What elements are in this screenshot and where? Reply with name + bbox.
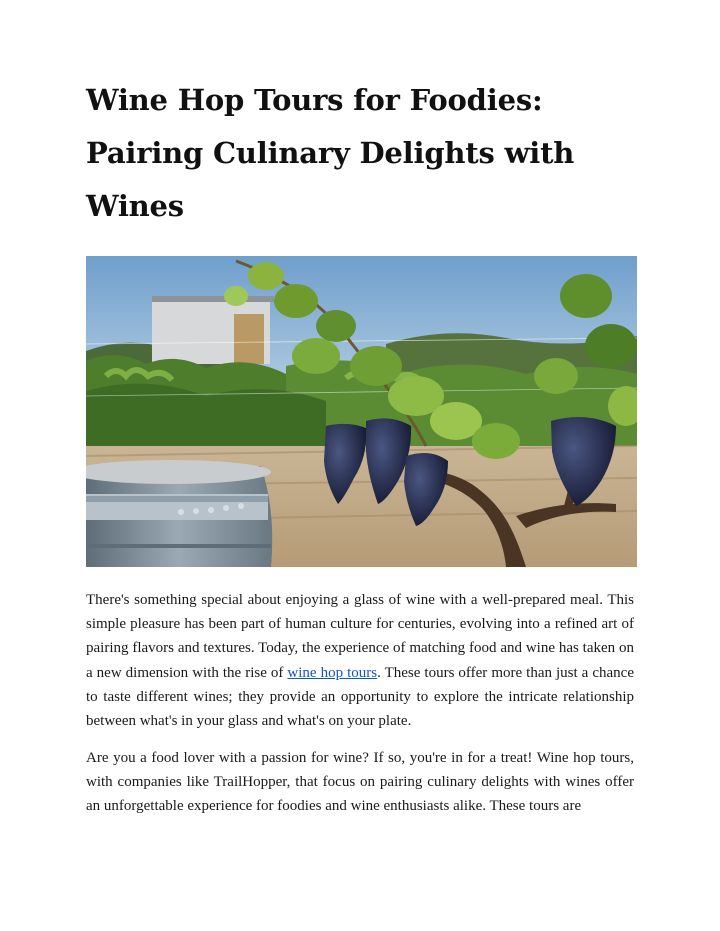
intro-text-before: There's something special about enjoying a glass of wine with a well-prepared meal. This simple pleasure has been part of human culture for centuries, evolving into a refined art of pairing flavors and textures. Today, the experience of matching food and wine has taken on a new dimension with the rise of: [86, 592, 634, 681]
title-line-3: Wines: [86, 189, 184, 223]
title-line-2: Pairing Culinary Delights with: [86, 136, 575, 170]
intro-text-after: . These tours offer more than just a chance to taste different wines; they provide an opportunity to explore the intricate relationship between what's in your glass and what's on your plate.: [86, 664, 634, 730]
title-line-1: Wine Hop Tours for Foodies:: [86, 83, 543, 117]
wine-hop-tours-link[interactable]: wine hop tours: [287, 664, 378, 681]
hero-image: [86, 256, 637, 567]
farm-building: [152, 296, 274, 364]
second-paragraph: Are you a food lover with a passion for wine? If so, you're in for a treat! Wine hop tours, with companies like TrailHopper, that focus on pairing culinary delights with wines offer an unforgettable experience for foodies and wine enthusiasts alike. These tours are: [86, 750, 634, 815]
article-title: [86, 74, 646, 233]
intro-paragraph: [86, 588, 634, 733]
wine-barrel: [86, 460, 272, 567]
